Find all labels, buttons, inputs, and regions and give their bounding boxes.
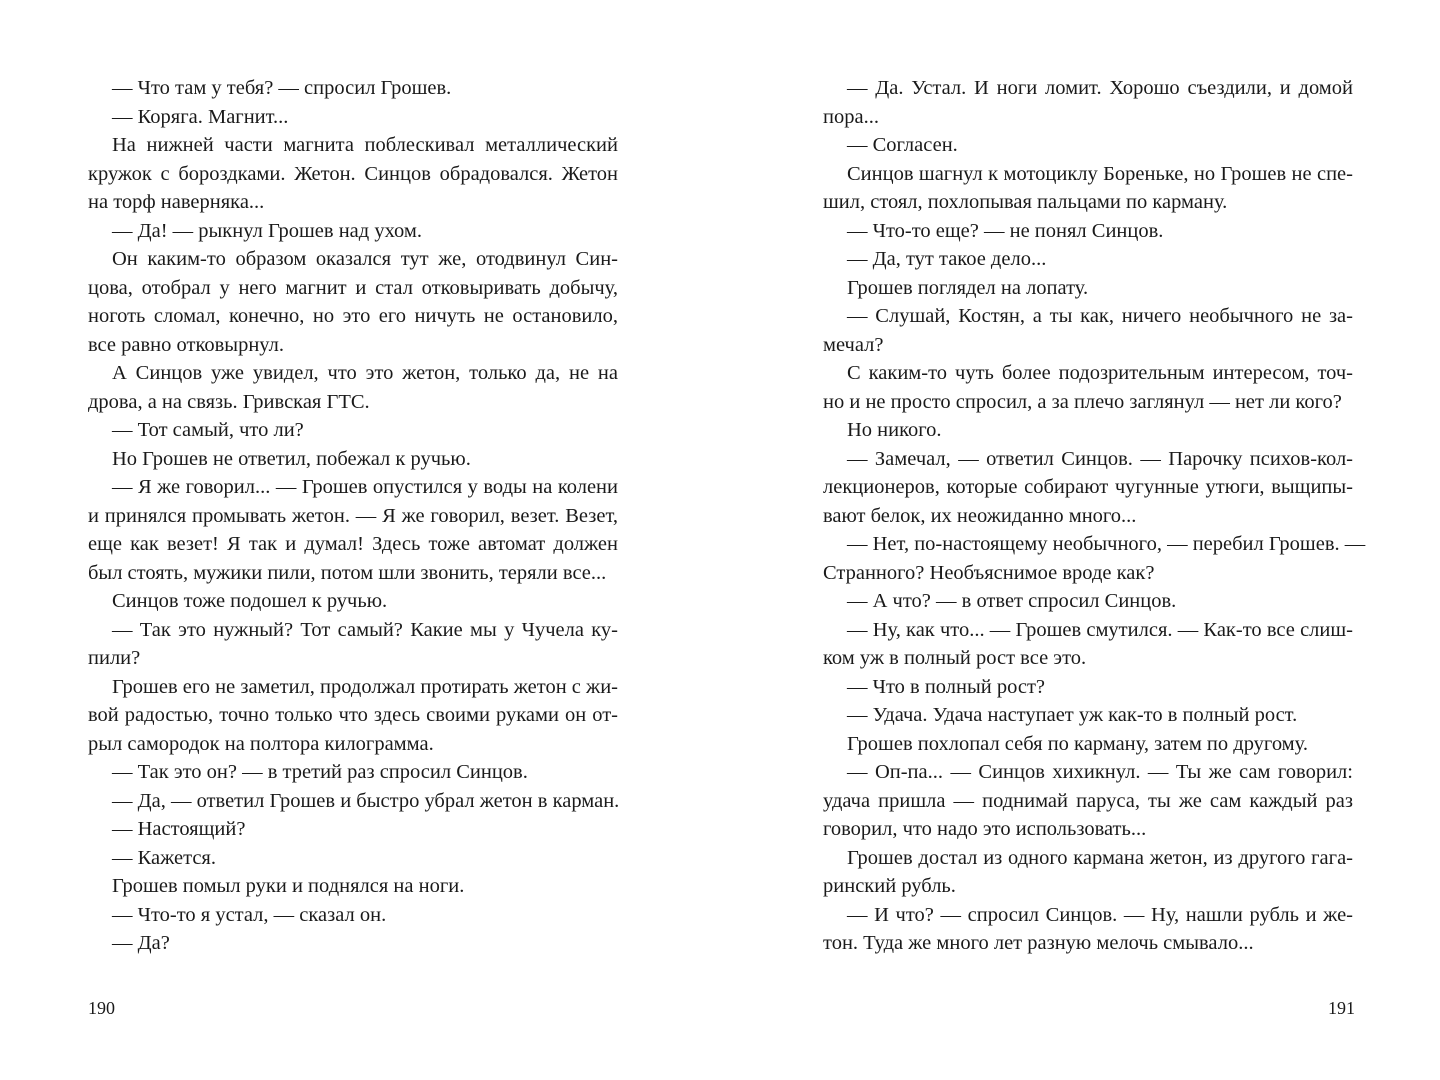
text-line: — Оп-па... — Синцов хихикнул. — Ты же сам говорил: [847,761,1353,783]
text-line: — Так это нужный? Тот самый? Какие мы у Чучела ку- [112,618,618,641]
text-line: пили? [88,647,141,669]
text-line: — Да, — ответил Грошев и быстро убрал жетон в карман. [112,789,620,812]
text-line: был стоять, мужики пили, потом шли звонить, теряли все... [88,561,607,584]
text-line: ноготь сломал, конечно, но это его ничуть не остановило, [88,305,618,327]
text-line: Но никого. [847,419,942,441]
text-line: — Слушай, Костян, а ты как, ничего необычного не за- [847,305,1353,327]
text-line: мечал? [823,333,884,356]
text-line: Грошев похлопал себя по карману, затем по другому. [847,732,1308,755]
text-line: — Так это он? — в третий раз спросил Синцов. [112,761,528,783]
text-line: — Что-то я устал, — сказал он. [112,903,387,926]
text-line: — Согласен. [847,134,958,156]
text-line: — И что? — спросил Синцов. — Ну, нашли рубль и же- [847,903,1353,926]
text-line: дрова, а на связь. Гривская ГТС. [88,390,370,413]
text-line: тон. Туда же много лет разную мелочь смывало... [823,932,1254,954]
text-line: рыл самородок на полтора килограмма. [88,732,434,755]
text-line: А Синцов уже увидел, что это жетон, только да, не на [112,362,618,384]
text-line: Грошев достал из одного кармана жетон, из другого гага- [847,846,1353,869]
text-line: Он каким-то образом оказался тут же, отодвинул Син- [112,248,618,270]
text-line: вают белок, их неожиданно много... [823,504,1137,527]
text-line: — Что там у тебя? — спросил Грошев. [112,77,452,99]
text-line: лекционеров, которые собирают чугунные утюги, выщипы- [823,476,1353,498]
text-line: — Нет, по-настоящему необычного, — перебил Грошев. — [847,533,1366,555]
text-line: Синцов тоже подошел к ручью. [112,590,388,612]
text-line: — Да. Устал. И ноги ломит. Хорошо съездили, и домой [847,77,1353,99]
left-page-text [88,74,618,958]
text-line: кружок с бороздками. Жетон. Синцов обрадовался. Жетон [88,162,618,185]
text-line: цова, отобрал у него магнит и стал отковыривать добычу, [88,276,618,299]
text-line: — Да, тут такое дело... [847,248,1047,270]
text-line: — Что-то еще? — не понял Синцов. [847,219,1164,242]
text-line: С каким-то чуть более подозрительным интересом, точ- [847,362,1353,384]
text-line: — Замечал, — ответил Синцов. — Парочку психов-кол- [847,447,1353,470]
text-line: — Коряга. Магнит... [112,105,289,128]
text-line: — Ну, как что... — Грошев смутился. — Как-то все слиш- [847,618,1353,641]
text-line: — Тот самый, что ли? [112,419,304,441]
text-line: Грошев поглядел на лопату. [847,276,1089,299]
right-page-text [823,74,1366,958]
text-line: и принялся промывать жетон. — Я же говорил, везет. Везет, [88,504,618,527]
text-line: — Да! — рыкнул Грошев над ухом. [112,219,422,242]
text-line: Странного? Необъяснимое вроде как? [823,561,1155,584]
text-line: — А что? — в ответ спросил Синцов. [847,590,1177,612]
right-page [720,0,1440,1080]
text-line: еще как везет! Я так и думал! Здесь тоже автомат должен [88,533,618,555]
text-line: шил, стоял, похлопывая пальцами по карману. [823,191,1228,213]
text-line: на торф наверняка... [88,191,265,213]
page-number-right: 191 [1328,998,1355,1018]
text-line: говорил, что надо это использовать... [823,818,1147,840]
text-line: но и не просто спросил, а за плечо заглянул — нет ли кого? [823,390,1342,413]
text-line: вой радостью, точно только что здесь своими руками он от- [88,704,618,726]
text-line: Синцов шагнул к мотоциклу Бореньке, но Грошев не спе- [847,162,1353,185]
text-line: — Я же говорил... — Грошев опустился у воды на колени [112,476,618,498]
text-line: — Кажется. [112,846,216,869]
text-line: ринский рубль. [823,875,956,897]
text-line: пора... [823,105,879,128]
text-line: удача пришла — поднимай паруса, ты же сам каждый раз [823,789,1353,812]
text-line: Грошев помыл руки и поднялся на ноги. [112,875,465,897]
text-line: На нижней части магнита поблескивал металлический [112,134,618,156]
text-line: — Да? [112,932,170,954]
page-number-left: 190 [88,998,115,1018]
text-line: все равно отковырнул. [88,333,284,356]
text-line: — Удача. Удача наступает уж как-то в полный рост. [847,704,1298,726]
text-line: — Настоящий? [112,818,246,840]
text-line: — Что в полный рост? [847,675,1046,698]
text-line: Но Грошев не ответил, побежал к ручью. [112,447,471,470]
text-line: Грошев его не заметил, продолжал протирать жетон с жи- [112,675,618,698]
text-line: ком уж в полный рост все это. [823,647,1087,669]
